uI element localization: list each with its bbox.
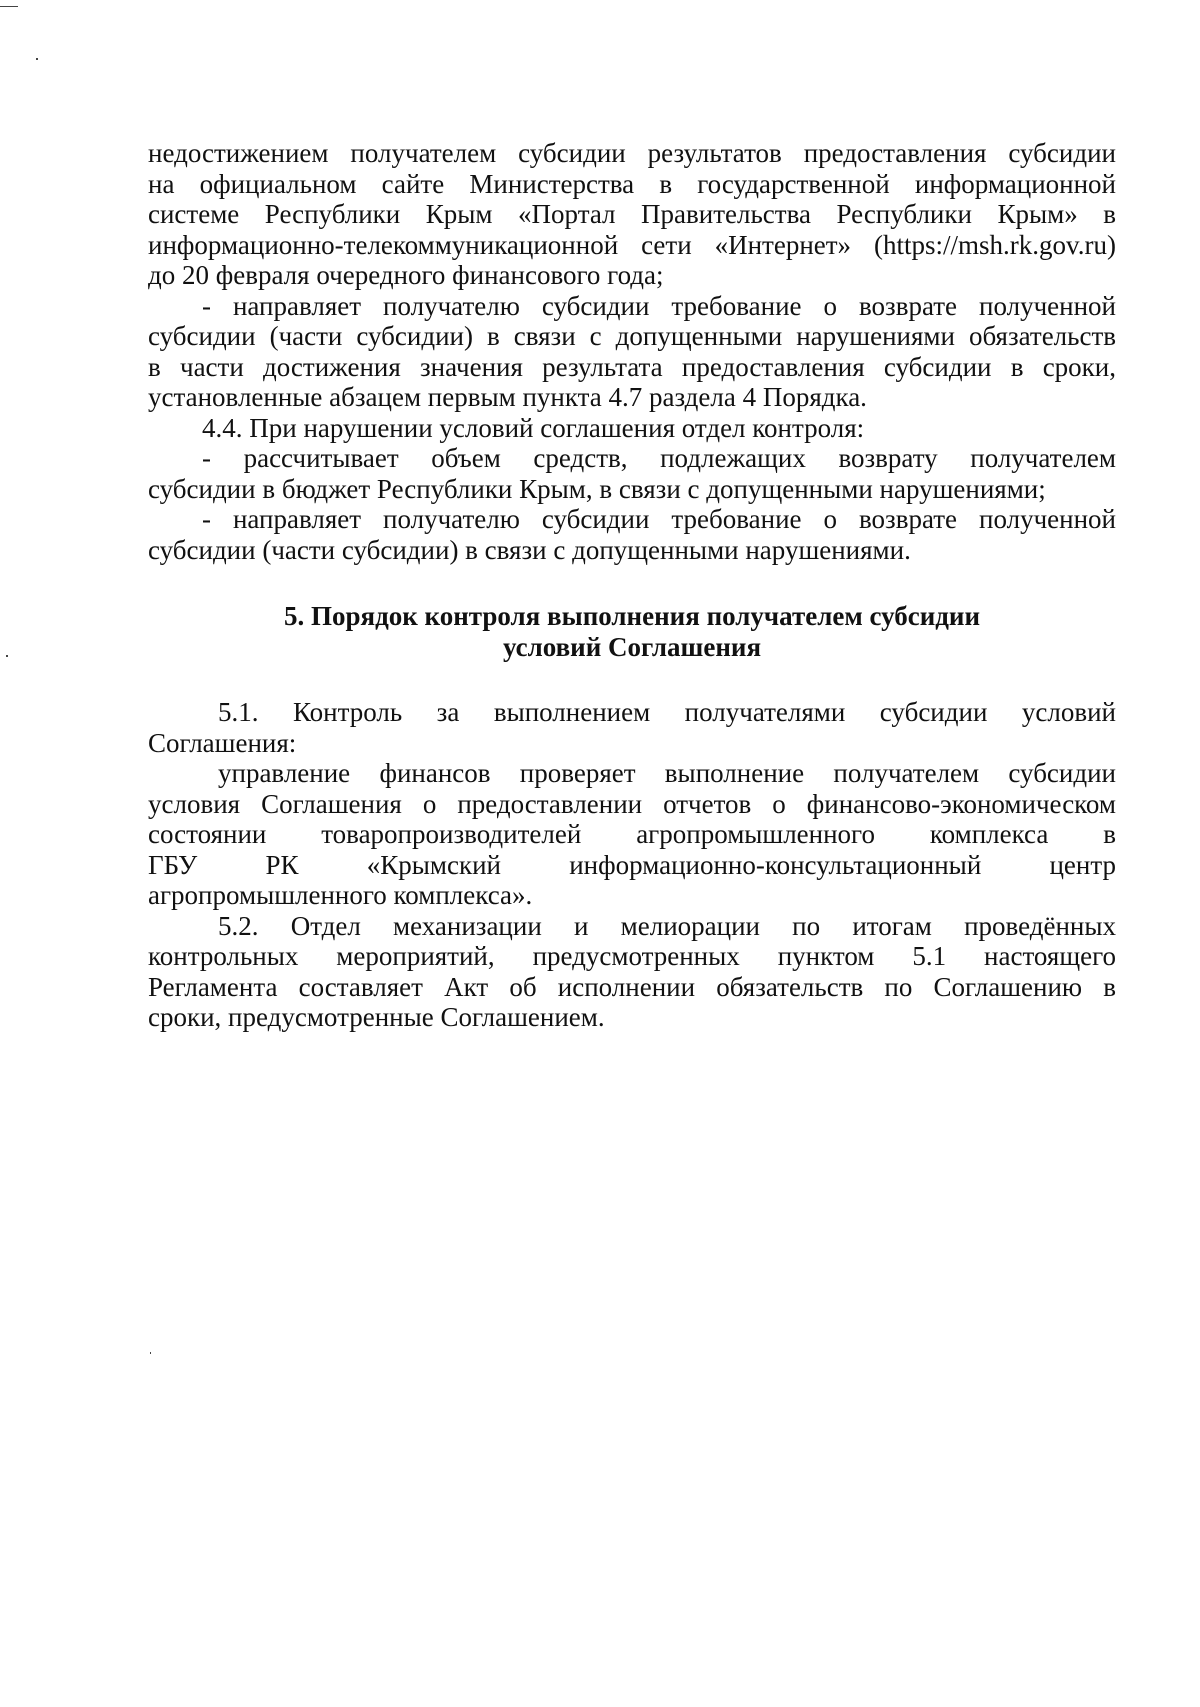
paragraph-8 — [148, 911, 1116, 1033]
text-line: - рассчитывает объем средств, подлежащих возврату получателем — [202, 443, 1116, 473]
text-line: сроки, предусмотренные Соглашением. — [148, 1002, 605, 1032]
text-line: состоянии товаропроизводителей агропромышленного комплекса в — [148, 819, 1116, 849]
paragraph-7 — [148, 758, 1116, 911]
heading-line: условий Соглашения — [502, 632, 762, 662]
text-line: ГБУ РК «Крымский информационно-консультационный центр — [148, 849, 1116, 880]
text-line: контрольных мероприятий, предусмотренных пунктом 5.1 настоящего — [148, 941, 1116, 971]
scan-speck — [0, 6, 18, 7]
text-line: недостижением получателем субсидии результатов предоставления субсидии — [148, 138, 1116, 168]
text-line: субсидии (части субсидии) в связи с допущенными нарушениями. — [148, 534, 911, 565]
text-line: Соглашения: — [148, 727, 297, 758]
text-line: 5.2. Отдел механизации и мелиорации по итогам проведённых — [218, 910, 1116, 941]
document-body — [148, 138, 1116, 1033]
text-line: - направляет получателю субсидии требование о возврате полученной — [202, 290, 1116, 321]
scan-speck — [150, 1352, 151, 1354]
text-line: управление финансов проверяет выполнение получателем субсидии — [218, 758, 1116, 788]
heading-line: 5. Порядок контроля выполнения получателем субсидии — [283, 601, 981, 631]
text-line: в части достижения значения результата предоставления субсидии в сроки, — [148, 351, 1116, 382]
text-line: - направляет получателю субсидии требование о возврате полученной — [202, 504, 1116, 534]
text-line: на официальном сайте Министерства в государственной информационной — [148, 168, 1116, 199]
paragraph-1 — [148, 138, 1116, 291]
scan-speck — [36, 58, 38, 60]
paragraph-3 — [148, 413, 1116, 444]
text-line: условия Соглашения о предоставлении отчетов о финансово-экономическом — [148, 788, 1116, 819]
text-line: субсидии (части субсидии) в связи с допущенными нарушениями обязательств — [148, 321, 1116, 351]
paragraph-4 — [148, 443, 1116, 504]
text-line: 5.1. Контроль за выполнением получателями субсидии условий — [218, 697, 1116, 727]
text-line: установленные абзацем первым пункта 4.7 раздела 4 Порядка. — [148, 382, 867, 412]
text-line: агропромышленного комплекса». — [148, 880, 533, 910]
text-line: субсидии в бюджет Республики Крым, в связи с допущенными нарушениями; — [148, 473, 1046, 504]
scan-speck — [6, 655, 8, 657]
text-line: системе Республики Крым «Портал Правительства Республики Крым» в — [148, 199, 1116, 229]
text-line: до 20 февраля очередного финансового года; — [148, 260, 664, 290]
paragraph-2 — [148, 291, 1116, 413]
paragraph-5 — [148, 504, 1116, 565]
paragraph-6 — [148, 697, 1116, 758]
text-line: Регламента составляет Акт об исполнении обязательств по Соглашению в — [148, 971, 1116, 1002]
text-line: 4.4. При нарушении условий соглашения отдел контроля: — [202, 412, 865, 443]
section-heading — [148, 601, 1116, 663]
text-line: информационно-телекоммуникационной сети «Интернет» (https://msh.rk.gov.ru) — [148, 229, 1116, 260]
